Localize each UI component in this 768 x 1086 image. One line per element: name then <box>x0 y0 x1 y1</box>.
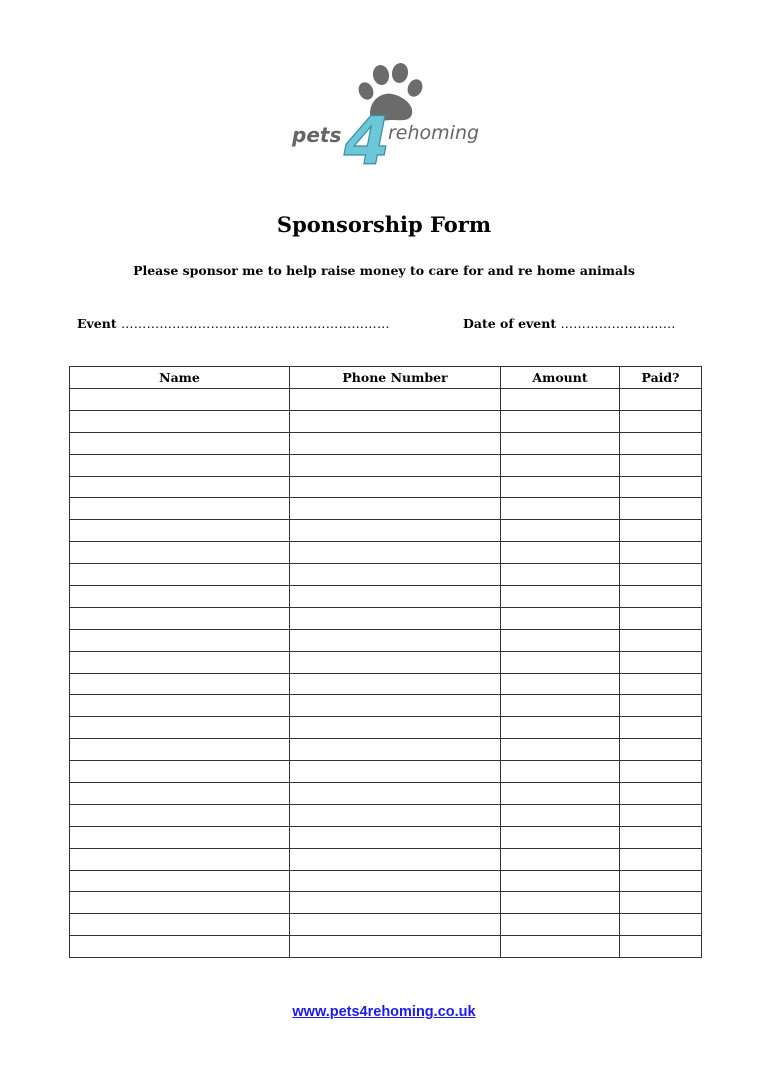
table-row <box>70 651 702 673</box>
amount-cell[interactable] <box>501 629 620 651</box>
paid-cell[interactable] <box>620 586 702 608</box>
form-subtitle: Please sponsor me to help raise money to care for and re home animals <box>133 263 635 278</box>
table-row <box>70 695 702 717</box>
column-header-amount: Amount <box>501 367 620 389</box>
amount-cell[interactable] <box>501 520 620 542</box>
name-cell[interactable] <box>70 389 290 411</box>
name-cell[interactable] <box>70 607 290 629</box>
phone-cell[interactable] <box>290 695 501 717</box>
phone-cell[interactable] <box>290 607 501 629</box>
name-cell[interactable] <box>70 717 290 739</box>
phone-cell[interactable] <box>290 520 501 542</box>
name-cell[interactable] <box>70 761 290 783</box>
paid-cell[interactable] <box>620 498 702 520</box>
paid-cell[interactable] <box>620 673 702 695</box>
phone-cell[interactable] <box>290 804 501 826</box>
amount-cell[interactable] <box>501 651 620 673</box>
paid-cell[interactable] <box>620 454 702 476</box>
paid-cell[interactable] <box>620 870 702 892</box>
paid-cell[interactable] <box>620 892 702 914</box>
table-row <box>70 717 702 739</box>
phone-cell[interactable] <box>290 410 501 432</box>
amount-cell[interactable] <box>501 761 620 783</box>
footer <box>0 1004 768 1020</box>
name-cell[interactable] <box>70 826 290 848</box>
event-label: Event <box>77 316 117 331</box>
table-row <box>70 389 702 411</box>
name-cell[interactable] <box>70 914 290 936</box>
amount-cell[interactable] <box>501 870 620 892</box>
brand-left-text: pets <box>292 123 342 147</box>
column-header-name: Name <box>70 367 290 389</box>
table-row <box>70 783 702 805</box>
phone-cell[interactable] <box>290 892 501 914</box>
table-row <box>70 586 702 608</box>
website-link[interactable]: www.pets4rehoming.co.uk <box>292 1004 476 1020</box>
name-cell[interactable] <box>70 695 290 717</box>
paid-cell[interactable] <box>620 826 702 848</box>
table-row <box>70 432 702 454</box>
table-row <box>70 914 702 936</box>
table-body <box>70 389 702 958</box>
paid-cell[interactable] <box>620 542 702 564</box>
paid-cell[interactable] <box>620 695 702 717</box>
table-row <box>70 629 702 651</box>
paid-cell[interactable] <box>620 651 702 673</box>
table-row <box>70 564 702 586</box>
paid-cell[interactable] <box>620 914 702 936</box>
phone-cell[interactable] <box>290 586 501 608</box>
table-row <box>70 761 702 783</box>
phone-cell[interactable] <box>290 498 501 520</box>
table-row <box>70 454 702 476</box>
table-row <box>70 804 702 826</box>
paid-cell[interactable] <box>620 804 702 826</box>
name-cell[interactable] <box>70 783 290 805</box>
name-cell[interactable] <box>70 739 290 761</box>
phone-cell[interactable] <box>290 783 501 805</box>
name-cell[interactable] <box>70 804 290 826</box>
paid-cell[interactable] <box>620 564 702 586</box>
name-cell[interactable] <box>70 651 290 673</box>
event-dotted-line: ……………………………………………………… <box>120 316 390 331</box>
amount-cell[interactable] <box>501 542 620 564</box>
paid-cell[interactable] <box>620 936 702 958</box>
name-cell[interactable] <box>70 520 290 542</box>
table-row <box>70 826 702 848</box>
amount-cell[interactable] <box>501 586 620 608</box>
name-cell[interactable] <box>70 870 290 892</box>
amount-cell[interactable] <box>501 564 620 586</box>
paid-cell[interactable] <box>620 389 702 411</box>
amount-cell[interactable] <box>501 389 620 411</box>
name-cell[interactable] <box>70 586 290 608</box>
phone-cell[interactable] <box>290 717 501 739</box>
amount-cell[interactable] <box>501 804 620 826</box>
phone-cell[interactable] <box>290 542 501 564</box>
phone-cell[interactable] <box>290 389 501 411</box>
phone-cell[interactable] <box>290 629 501 651</box>
phone-cell[interactable] <box>290 651 501 673</box>
table-row <box>70 498 702 520</box>
paid-cell[interactable] <box>620 607 702 629</box>
table-row <box>70 848 702 870</box>
name-cell[interactable] <box>70 848 290 870</box>
name-cell[interactable] <box>70 629 290 651</box>
paid-cell[interactable] <box>620 520 702 542</box>
brand-right-text: rehoming <box>388 122 480 144</box>
amount-cell[interactable] <box>501 454 620 476</box>
name-cell[interactable] <box>70 454 290 476</box>
table-row <box>70 892 702 914</box>
name-cell[interactable] <box>70 892 290 914</box>
table-header-row <box>70 367 702 389</box>
paid-cell[interactable] <box>620 848 702 870</box>
name-cell[interactable] <box>70 498 290 520</box>
amount-cell[interactable] <box>501 476 620 498</box>
name-cell[interactable] <box>70 936 290 958</box>
amount-cell[interactable] <box>501 739 620 761</box>
name-cell[interactable] <box>70 564 290 586</box>
paid-cell[interactable] <box>620 783 702 805</box>
phone-cell[interactable] <box>290 739 501 761</box>
paid-cell[interactable] <box>620 761 702 783</box>
amount-cell[interactable] <box>501 783 620 805</box>
phone-cell[interactable] <box>290 564 501 586</box>
amount-cell[interactable] <box>501 498 620 520</box>
table-row <box>70 542 702 564</box>
phone-cell[interactable] <box>290 761 501 783</box>
amount-cell[interactable] <box>501 717 620 739</box>
pets4rehoming-logo <box>288 60 488 172</box>
phone-cell[interactable] <box>290 936 501 958</box>
phone-cell[interactable] <box>290 826 501 848</box>
amount-cell[interactable] <box>501 695 620 717</box>
table-row <box>70 607 702 629</box>
table-row <box>70 739 702 761</box>
paid-cell[interactable] <box>620 476 702 498</box>
paid-cell[interactable] <box>620 432 702 454</box>
phone-cell[interactable] <box>290 914 501 936</box>
amount-cell[interactable] <box>501 607 620 629</box>
amount-cell[interactable] <box>501 673 620 695</box>
phone-cell[interactable] <box>290 848 501 870</box>
paid-cell[interactable] <box>620 717 702 739</box>
name-cell[interactable] <box>70 542 290 564</box>
form-title: Sponsorship Form <box>276 212 492 237</box>
date-of-event-field[interactable] <box>463 316 676 331</box>
name-cell[interactable] <box>70 410 290 432</box>
table-row <box>70 936 702 958</box>
amount-cell[interactable] <box>501 936 620 958</box>
table-row <box>70 410 702 432</box>
event-field[interactable] <box>77 316 390 331</box>
sponsor-table <box>69 366 702 958</box>
table-row <box>70 673 702 695</box>
amount-cell[interactable] <box>501 826 620 848</box>
table-row <box>70 870 702 892</box>
name-cell[interactable] <box>70 476 290 498</box>
amount-cell[interactable] <box>501 410 620 432</box>
phone-cell[interactable] <box>290 432 501 454</box>
phone-cell[interactable] <box>290 870 501 892</box>
table-row <box>70 476 702 498</box>
phone-cell[interactable] <box>290 673 501 695</box>
amount-cell[interactable] <box>501 914 620 936</box>
column-header-phone: Phone Number <box>290 367 501 389</box>
paid-cell[interactable] <box>620 739 702 761</box>
paid-cell[interactable] <box>620 629 702 651</box>
name-cell[interactable] <box>70 432 290 454</box>
phone-cell[interactable] <box>290 454 501 476</box>
amount-cell[interactable] <box>501 848 620 870</box>
column-header-paid: Paid? <box>620 367 702 389</box>
phone-cell[interactable] <box>290 476 501 498</box>
brand-numeral-text: 4 <box>344 103 390 172</box>
table-row <box>70 520 702 542</box>
amount-cell[interactable] <box>501 892 620 914</box>
amount-cell[interactable] <box>501 432 620 454</box>
date-label: Date of event <box>463 316 557 331</box>
paid-cell[interactable] <box>620 410 702 432</box>
name-cell[interactable] <box>70 673 290 695</box>
date-dotted-line: ……………………… <box>560 316 676 331</box>
